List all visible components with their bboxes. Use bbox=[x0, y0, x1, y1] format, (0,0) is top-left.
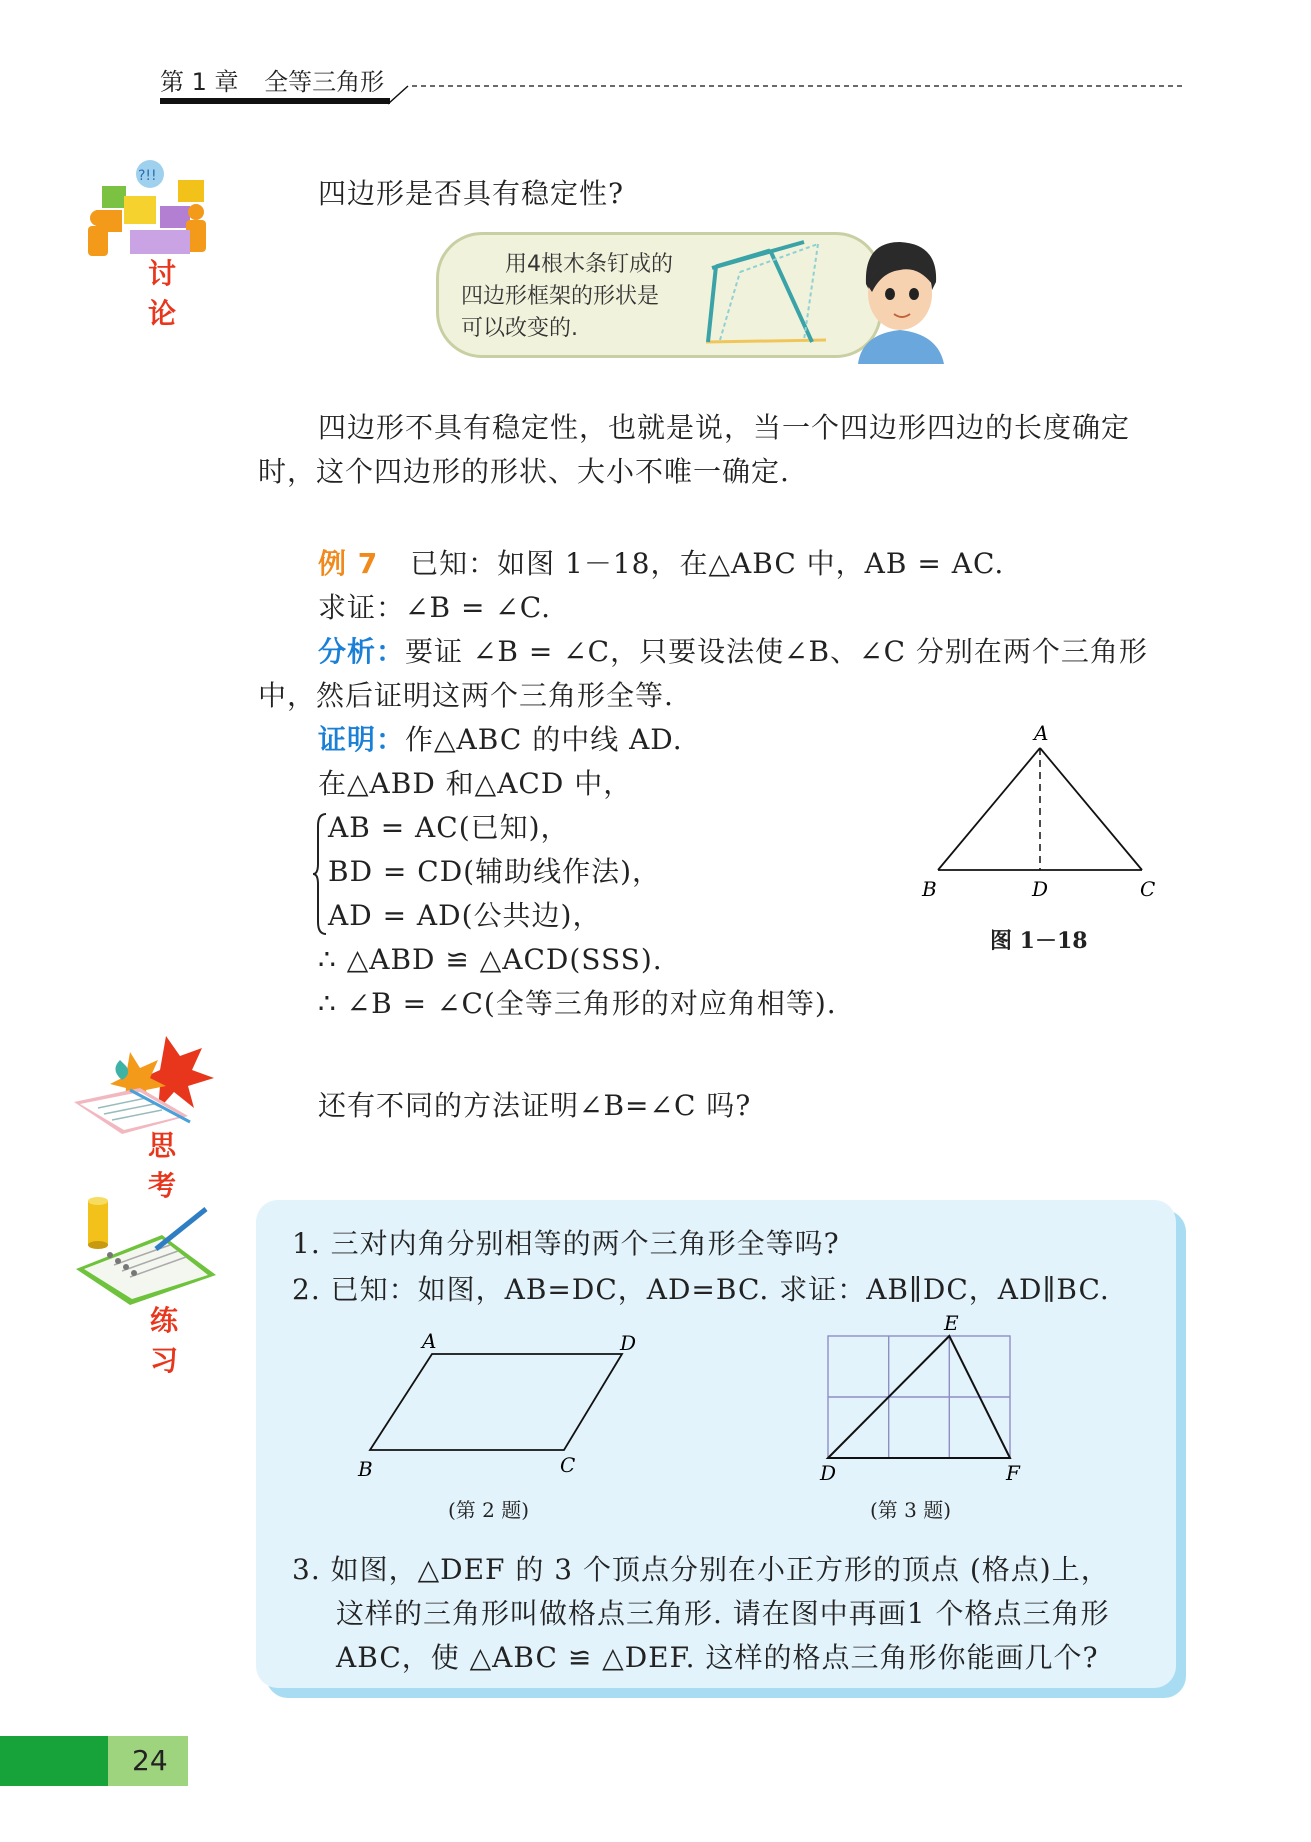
analysis-line-1: 要证 ∠B = ∠C，只要设法使∠B、∠C 分别在两个三角形 bbox=[405, 635, 1148, 668]
q3-line-3: ABC，使 △ABC ≌ △DEF. 这样的格点三角形你能画几个? bbox=[336, 1641, 1099, 1674]
fig18-label-c: C bbox=[1140, 877, 1156, 901]
fig18-label-b: B bbox=[922, 877, 937, 901]
header-divider bbox=[388, 70, 1188, 106]
exercise-q2: 2. 已知：如图，AB=DC，AD=BC. 求证：AB∥DC，AD∥BC. bbox=[292, 1273, 1110, 1306]
think-question: 还有不同的方法证明∠B=∠C 吗? bbox=[318, 1089, 752, 1122]
analysis-label: 分析： bbox=[318, 635, 406, 668]
analysis-row bbox=[258, 630, 1198, 674]
brace-line-1: AB = AC(已知)， bbox=[328, 811, 570, 844]
q2-label-c: C bbox=[560, 1453, 576, 1477]
example-given-row bbox=[258, 542, 1198, 586]
chapter-title: 全等三角形 bbox=[264, 68, 385, 96]
wooden-frame-illustration bbox=[700, 236, 830, 354]
example-prove: 求证：∠B = ∠C. bbox=[318, 591, 552, 624]
bubble-line-3: 可以改变的. bbox=[461, 316, 578, 341]
left-brace bbox=[312, 812, 328, 936]
q2-label-d: D bbox=[620, 1331, 637, 1355]
bubble-line-1: 用4根木条钉成的 bbox=[505, 252, 673, 277]
q3-caption: (第 3 题) bbox=[870, 1498, 952, 1522]
fig18-label-d: D bbox=[1032, 877, 1049, 901]
figure-1-18-caption: 图 1－18 bbox=[990, 928, 1088, 954]
figure-1-18 bbox=[910, 720, 1170, 920]
therefore-line-2: ∴ ∠B = ∠C(全等三角形的对应角相等). bbox=[318, 987, 837, 1020]
proof-line-1: 作△ABC 的中线 AD. bbox=[405, 723, 683, 756]
boy-illustration bbox=[848, 236, 948, 364]
fig18-label-a: A bbox=[1034, 721, 1049, 745]
svg-text:?!!: ?!! bbox=[138, 168, 157, 184]
footer-bar-dark bbox=[0, 1736, 108, 1786]
bubble-text bbox=[461, 249, 673, 345]
think-icon-label: 思 考 bbox=[148, 1129, 183, 1202]
exercise-icon bbox=[70, 1195, 220, 1377]
header-underline bbox=[160, 98, 390, 104]
q3-label-f: F bbox=[1006, 1461, 1020, 1484]
example-label: 例 7 bbox=[318, 547, 379, 580]
figure-q3-grid bbox=[810, 1314, 1040, 1484]
therefore-line-1: ∴ △ABD ≌ △ACD(SSS). bbox=[318, 943, 663, 976]
q2-label-b: B bbox=[358, 1457, 373, 1480]
paragraph-line-1: 四边形不具有稳定性，也就是说，当一个四边形四边的长度确定 bbox=[318, 411, 1131, 444]
q2-label-a: A bbox=[422, 1330, 437, 1353]
chapter-header bbox=[160, 62, 384, 97]
exercise-q3 bbox=[292, 1548, 1110, 1680]
stability-paragraph bbox=[258, 406, 1198, 494]
proof-label: 证明： bbox=[318, 723, 406, 756]
example-given: 已知：如图 1－18，在△ABC 中，AB = AC. bbox=[410, 547, 1005, 580]
discuss-icon-label: 讨 论 bbox=[148, 257, 183, 330]
think-icon bbox=[70, 1030, 220, 1202]
page-number: 24 bbox=[132, 1744, 168, 1777]
q2-caption: (第 2 题) bbox=[448, 1498, 530, 1522]
discuss-icon bbox=[78, 160, 218, 330]
q3-line-2: 这样的三角形叫做格点三角形. 请在图中再画1 个格点三角形 bbox=[336, 1597, 1110, 1630]
paragraph-line-2: 时，这个四边形的形状、大小不唯一确定. bbox=[258, 455, 790, 488]
q3-label-e: E bbox=[944, 1314, 959, 1335]
exercise-q1: 1. 三对内角分别相等的两个三角形全等吗? bbox=[292, 1227, 840, 1260]
exercise-icon-label: 练 习 bbox=[150, 1304, 185, 1377]
brace-line-2: BD = CD(辅助线作法)， bbox=[328, 855, 662, 888]
analysis-line-2: 中，然后证明这两个三角形全等. bbox=[258, 679, 674, 712]
discuss-question: 四边形是否具有稳定性? bbox=[318, 177, 625, 210]
proof-line-2: 在△ABD 和△ACD 中， bbox=[318, 767, 633, 800]
brace-line-3: AD = AD(公共边)， bbox=[328, 899, 602, 932]
q3-label-d: D bbox=[820, 1461, 837, 1484]
chapter-number: 第 1 章 bbox=[160, 68, 239, 96]
q3-line-1: 3. 如图，△DEF 的 3 个顶点分别在小正方形的顶点 (格点)上， bbox=[292, 1553, 1110, 1586]
figure-q2-parallelogram bbox=[350, 1330, 650, 1480]
bubble-line-2: 四边形框架的形状是 bbox=[461, 284, 660, 309]
